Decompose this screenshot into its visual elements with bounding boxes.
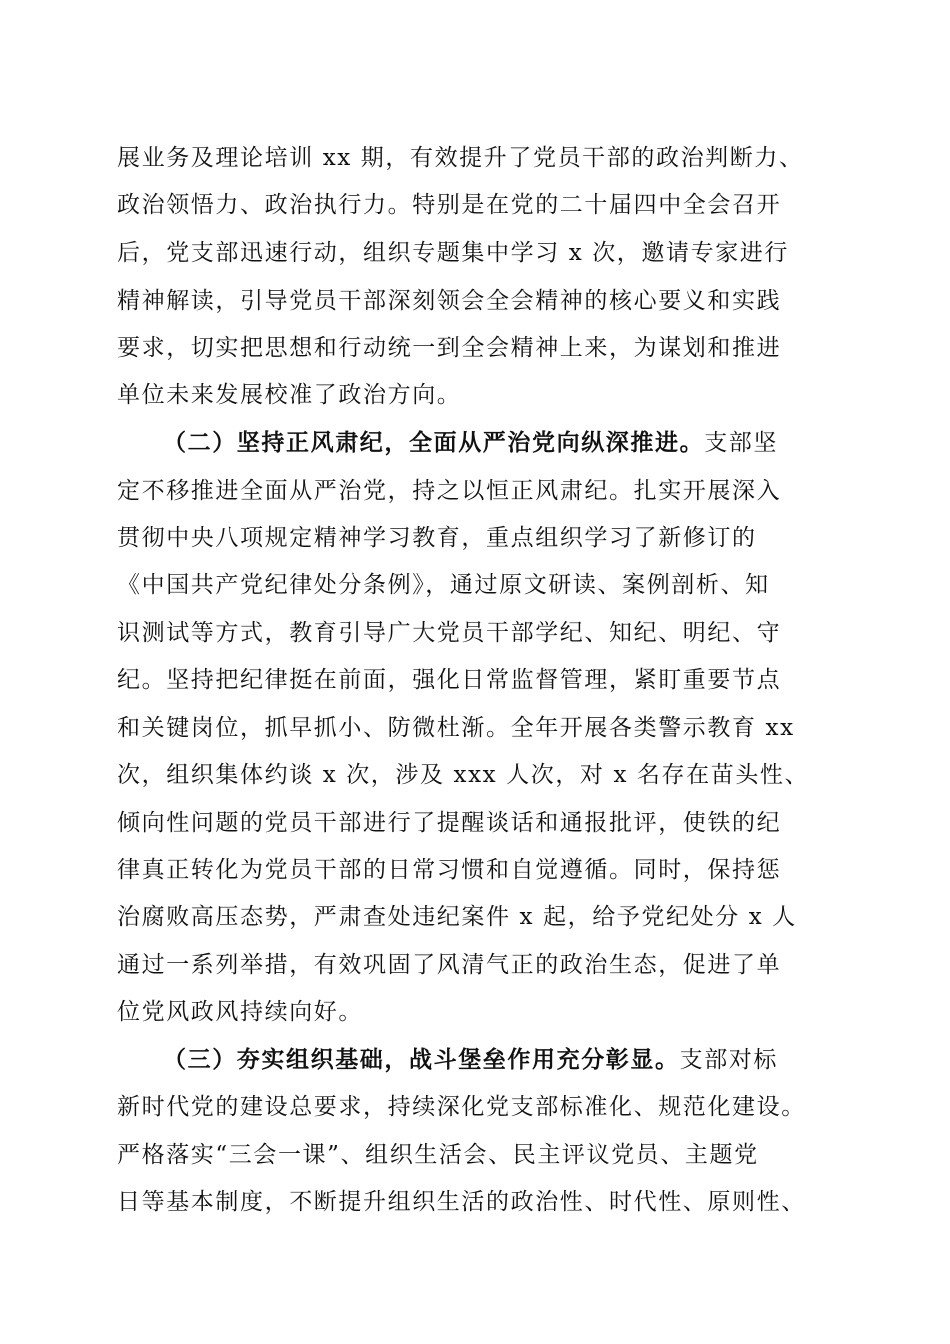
body-text-line: 严格落实“三会一课”、组织生活会、民主评议党员、主题党 [117,1142,759,1168]
section-2-first-line [163,428,837,458]
section-2-heading: （二）坚持正风肃纪，全面从严治党向纵深推进。 [163,429,705,456]
body-text-line: 新时代党的建设总要求，持续深化党支部标准化、规范化建设。 [117,1094,806,1120]
section-3-first-line [163,1045,837,1075]
body-text-line: 后，党支部迅速行动，组织专题集中学习 x 次，邀请专家进行 [117,240,789,266]
body-text-line: 和关键岗位，抓早抓小、防微杜渐。全年开展各类警示教育 xx [117,715,795,741]
body-text-line: 贯彻中央八项规定精神学习教育，重点组织学习了新修订的 [117,525,757,551]
body-text-line: 律真正转化为党员干部的日常习惯和自觉遵循。同时，保持惩 [117,857,782,883]
body-text-line: 《中国共产党纪律处分条例》，通过原文研读、案例剖析、知 [117,572,770,598]
body-text-line: 次，组织集体约谈 x 次，涉及 xxx 人次，对 x 名存在苗头性、 [117,762,810,788]
body-text-line: 精神解读，引导党员干部深刻领会全会精神的核心要义和实践 [117,288,782,314]
body-text-line: 纪。坚持把纪律挺在前面，强化日常监督管理，紧盯重要节点 [117,667,782,693]
section-3-lead-text: 支部对标 [679,1047,779,1073]
body-text-line: 倾向性问题的党员干部进行了提醒谈话和通报批评，使铁的纪 [117,810,782,836]
body-text-line: 位党风政风持续向好。 [117,999,363,1025]
body-text-line: 定不移推进全面从严治党，持之以恒正风肃纪。扎实开展深入 [117,478,782,504]
body-text-line: 识测试等方式，教育引导广大党员干部学纪、知纪、明纪、守 [117,620,782,646]
body-text-line: 治腐败高压态势，严肃查处违纪案件 x 起，给予党纪处分 x 人 [117,904,797,930]
section-3-heading: （三）夯实组织基础，战斗堡垒作用充分彰显。 [163,1046,680,1073]
body-text-line: 政治领悟力、政治执行力。特别是在党的二十届四中全会召开 [117,192,782,218]
body-text-line: 通过一系列举措，有效巩固了风清气正的政治生态，促进了单 [117,952,782,978]
body-text-line: 展业务及理论培训 xx 期，有效提升了党员干部的政治判断力、 [117,145,804,171]
body-text-line: 要求，切实把思想和行动统一到全会精神上来，为谋划和推进 [117,335,782,361]
body-text-line: 日等基本制度，不断提升组织生活的政治性、时代性、原则性、 [117,1189,806,1215]
section-2-lead-text: 支部坚 [704,430,779,456]
body-text-line: 单位未来发展校准了政治方向。 [117,382,462,408]
